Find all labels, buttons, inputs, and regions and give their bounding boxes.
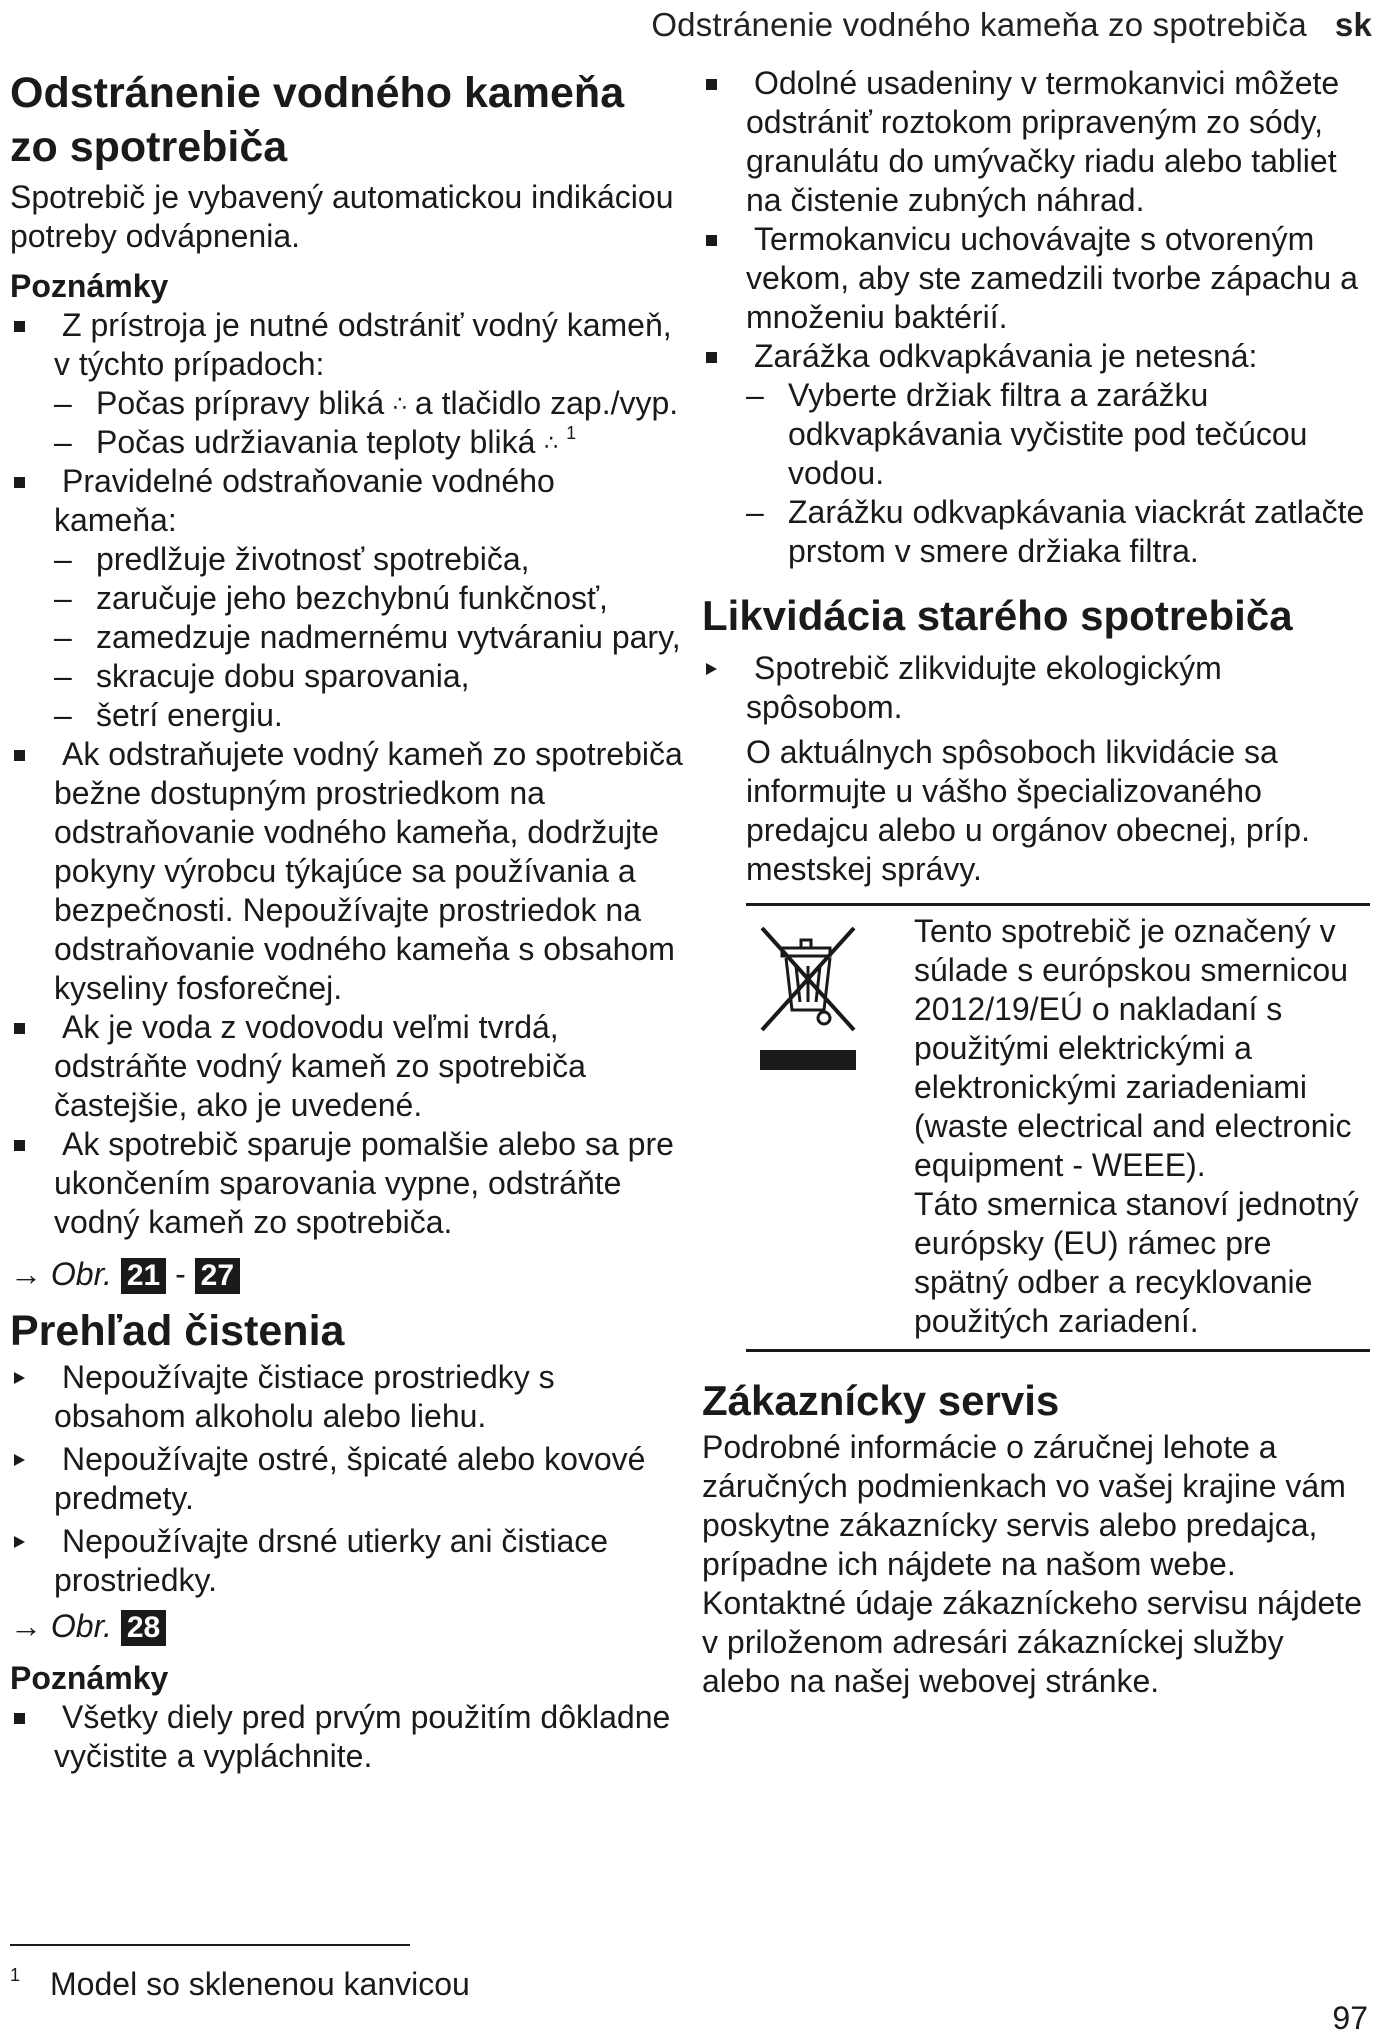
sub-list-item: – Počas udržiavania teploty bliká ∴ $^1$ [54, 423, 685, 462]
list-item: Ak odstraňujete vodný kameň zo spotrebiča bežne dostupným prostriedkom na odstraňovanie vodného kameňa, dodržujte pokyny výrobcu týkajúce sa používania a bezpečnosti. Nepoužívajte prostriedok na odstraňovanie vodného kameňa s obsahom kyseliny fosforečnej. [10, 735, 685, 1008]
figure-badge[interactable]: 28 [121, 1610, 166, 1646]
sub-list-item: – Zarážku odkvapkávania viackrát zatlačte prstom v smere držiaka filtra. [746, 493, 1370, 571]
list-item: Spotrebič zlikvidujte ekologickým spôsobom. [702, 649, 1370, 727]
running-title: Odstránenie vodného kameňa zo spotrebiča [651, 6, 1307, 43]
weee-notice [746, 903, 1370, 1352]
figure-reference: → Obr. 28 [10, 1606, 685, 1646]
descale-indicator-icon: ∴ [544, 430, 558, 455]
disposal-info: O aktuálnych spôsoboch likvidácie sa informujte u vášho špecializovaného predajcu alebo u orgánov obecnej, príp. mestskej správy. [746, 734, 1310, 887]
list-item: Zarážka odkvapkávania je netesná: – Vyberte držiak filtra a zarážku odkvapkávania vyčistite pod tečúcou vodou. – Zarážku odkvapkávania viackrát zatlačte prstom v smere držiaka filtra. [702, 337, 1370, 571]
section-title-disposal: Likvidácia starého spotrebiča [702, 592, 1293, 639]
footnote [10, 1964, 470, 2004]
figure-reference: → Obr. 21 - 27 [10, 1254, 685, 1294]
section-title-service: Zákaznícky servis [702, 1377, 1060, 1424]
list-item: Všetky diely pred prvým použitím dôkladne vyčistite a vypláchnite. [10, 1698, 685, 1776]
list-item: Ak je voda z vodovodu veľmi tvrdá, odstráňte vodný kameň zo spotrebiča častejšie, ako je uvedené. [10, 1008, 685, 1125]
footnote-number: 1 [10, 1965, 21, 1985]
section-title-cleaning: Prehľad čistenia [10, 1307, 345, 1355]
intro-text: Spotrebič je vybavený automatickou indikáciou potreby odvápnenia. [10, 179, 674, 254]
list-item: Odolné usadeniny v termokanvici môžete odstrániť roztokom pripraveným zo sódy, granulátu do umývačky riadu alebo tabliet na čistenie zubných náhrad. [702, 64, 1370, 220]
list-item: Z prístroja je nutné odstrániť vodný kameň, v týchto prípadoch: – Počas prípravy bliká ∴ a tlačidlo zap./vyp. – Počas udržiavania teploty bliká ∴ $^1$ [10, 306, 685, 462]
descale-indicator-icon: ∴ [393, 391, 407, 416]
list-item: Ak spotrebič sparuje pomalšie alebo sa pre ukončením sparovania vypne, odstráňte vodný kameň zo spotrebiča. [10, 1125, 685, 1242]
footnote-ref[interactable]: 1 [566, 423, 577, 443]
sub-list-item: – Vyberte držiak filtra a zarážku odkvapkávania vyčistite pod tečúcou vodou. [746, 376, 1370, 493]
sub-list-item: – zaručuje jeho bezchybnú funkčnosť, [54, 579, 685, 618]
language-code: sk [1334, 6, 1372, 43]
running-header [651, 6, 1372, 44]
service-contact: Kontaktné údaje zákazníckeho servisu nájdete v priloženom adresári zákazníckej služby alebo na našej webovej stránke. [702, 1585, 1362, 1699]
page-number: 97 [1332, 2000, 1368, 2036]
list-item: Pravidelné odstraňovanie vodného kameňa: – predlžuje životnosť spotrebiča, – zaručuje jeho bezchybnú funkčnosť, – zamedzuje nadmernému vytváraniu pary, – skracuje dobu sparovania, – šetrí energiu. [10, 462, 685, 735]
sub-list-item: – skracuje dobu sparovania, [54, 657, 685, 696]
weee-text: Tento spotrebič je označený v súlade s európskou smernicou 2012/19/EÚ o nakladaní s použitými elektrickými a elektronickými zariadeniami (waste electrical and electronic equipment - WEEE). Táto smernica stanoví jednotný európsky (EU) rámec pre spätný odber a recyklovanie použitých zariadení. [914, 913, 1359, 1339]
crossed-bin-icon [754, 918, 864, 1088]
footnote-text: Model so sklenenou kanvicou [50, 1966, 470, 2002]
sub-list-item: – zamedzuje nadmernému vytváraniu pary, [54, 618, 685, 657]
sub-list-item: – šetrí energiu. [54, 696, 685, 735]
footnote-divider [10, 1944, 410, 1946]
sub-list-item: – Počas prípravy bliká ∴ a tlačidlo zap./vyp. [54, 384, 685, 423]
figure-badge[interactable]: 21 [121, 1258, 166, 1294]
notes-heading: Poznámky [10, 268, 169, 304]
list-item: Termokanvicu uchovávajte s otvoreným vekom, aby ste zamedzili tvorbe zápachu a množeniu baktérií. [702, 220, 1370, 337]
sub-list-item: – predlžuje životnosť spotrebiča, [54, 540, 685, 579]
notes-heading: Poznámky [10, 1660, 169, 1696]
list-item: Nepoužívajte ostré, špicaté alebo kovové predmety. [10, 1440, 685, 1518]
figure-badge[interactable]: 27 [195, 1258, 240, 1294]
list-item: Nepoužívajte čistiace prostriedky s obsahom alkoholu alebo liehu. [10, 1358, 685, 1436]
list-item: Nepoužívajte drsné utierky ani čistiace prostriedky. [10, 1522, 685, 1600]
section-title-descaling: Odstránenie vodného kameňa zo spotrebiča [10, 69, 625, 171]
service-info: Podrobné informácie o záručnej lehote a záručných podmienkach vo vašej krajine vám poskytne zákaznícky servis alebo predajca, prípadne ich nájdete na našom webe. [702, 1429, 1346, 1582]
